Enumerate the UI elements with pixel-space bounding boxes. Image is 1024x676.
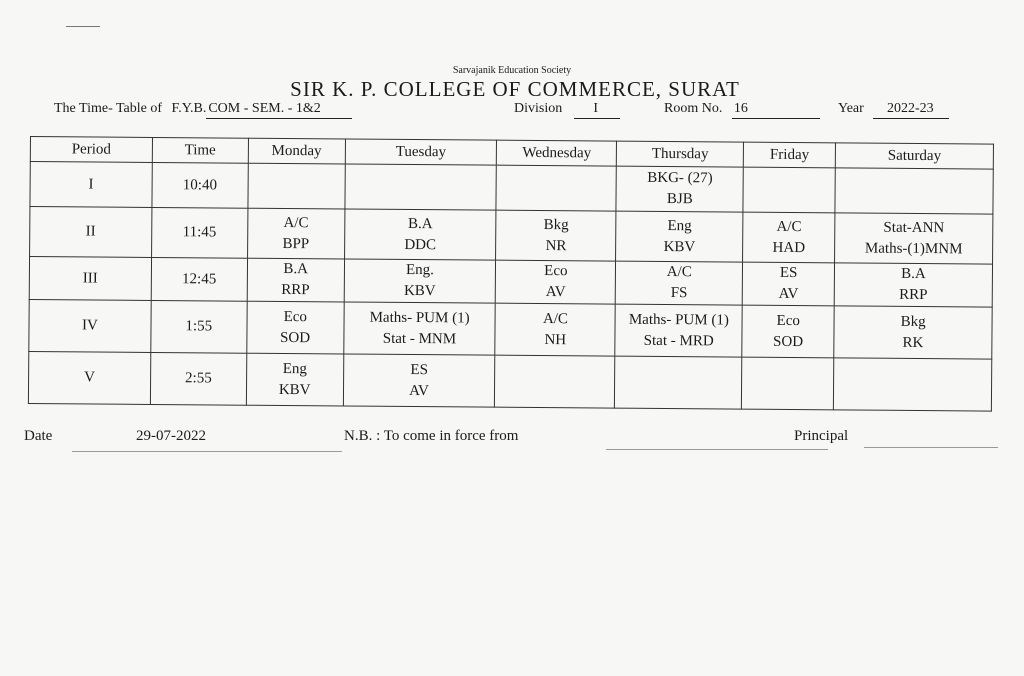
schedule-cell-tuesday [344, 209, 496, 260]
teacher-code [250, 186, 342, 187]
subject-text: B.A [408, 215, 433, 232]
schedule-cell-wednesday [496, 210, 616, 261]
subject-text: Eng [282, 360, 308, 377]
col-header-tuesday: Tuesday [345, 139, 497, 165]
subject-text: B.A [901, 265, 926, 283]
schedule-cell-friday [743, 167, 835, 213]
period-cell: II [30, 207, 152, 258]
schedule-cell-monday [247, 301, 344, 354]
schedule-cell-saturday [834, 306, 992, 359]
col-header-time: Time [152, 137, 248, 163]
schedule-cell-thursday [616, 211, 743, 262]
teacher-code: AV [409, 382, 429, 399]
period-cell: V [28, 351, 150, 404]
date-underline [72, 451, 342, 452]
teacher-code: BPP [282, 235, 310, 252]
table-row [30, 207, 993, 265]
schedule-cell-wednesday [496, 260, 616, 304]
division-value: I [574, 101, 620, 119]
col-header-period: Period [30, 137, 152, 163]
schedule-cell-tuesday [343, 354, 495, 407]
subject-text [499, 188, 614, 189]
time-cell: 1:55 [151, 300, 247, 353]
division-label: Division [514, 101, 563, 116]
subject-text [347, 186, 494, 187]
teacher-code: BJB [666, 191, 693, 208]
class-prefix: F.Y.B. [171, 101, 207, 116]
schedule-cell-thursday [615, 304, 742, 357]
schedule-cell-thursday [616, 261, 743, 305]
timetable-table [28, 136, 994, 412]
principal-underline [864, 447, 998, 448]
subject-text: A/C [283, 214, 309, 231]
principal-label: Principal [794, 428, 849, 444]
timetable-class-line [54, 101, 352, 119]
table-row [29, 257, 992, 308]
teacher-code: SOD [773, 333, 804, 350]
schedule-cell-monday [248, 163, 345, 209]
subject-text: Eng [667, 217, 692, 234]
subject-text: Maths- PUM (1) [369, 309, 470, 326]
subject-text: Stat-ANN [883, 219, 945, 236]
subject-text: BKG- (27) [647, 169, 713, 187]
schedule-cell-monday [246, 353, 343, 406]
table-row [29, 299, 992, 359]
subject-text [836, 384, 989, 385]
teacher-code: RRP [281, 281, 310, 299]
period-cell: III [29, 257, 151, 301]
room-label: Room No. [664, 101, 723, 116]
time-cell: 2:55 [150, 352, 246, 405]
subject-text [498, 381, 613, 382]
subject-text: Bkg [900, 313, 926, 330]
schedule-cell-friday [743, 212, 835, 263]
teacher-code: AV [778, 285, 799, 303]
subject-text: Bkg [543, 216, 569, 233]
schedule-cell-friday [742, 262, 834, 306]
subject-text [250, 186, 342, 187]
year-value: 2022-23 [873, 101, 949, 119]
subject-text [617, 382, 739, 383]
schedule-cell-wednesday [495, 303, 615, 356]
teacher-code [617, 382, 739, 383]
time-cell: 10:40 [152, 162, 248, 208]
schedule-cell-tuesday [345, 164, 497, 210]
schedule-cell-wednesday [496, 165, 616, 211]
teacher-code: NR [545, 237, 567, 254]
subject-text: ES [410, 361, 429, 378]
period-cell: IV [29, 299, 151, 352]
subject-text: Eco [544, 263, 568, 280]
schedule-cell-tuesday [344, 259, 496, 303]
teacher-code: AV [545, 284, 566, 301]
schedule-cell-thursday [615, 356, 742, 409]
schedule-cell-tuesday [343, 302, 495, 355]
society-name: Sarvajanik Education Society [452, 65, 572, 76]
class-value: COM - SEM. - 1&2 [206, 101, 352, 119]
subject-text [746, 190, 833, 191]
date-label: Date [24, 428, 53, 444]
teacher-code: KBV [403, 282, 436, 300]
subject-text: Eco [776, 312, 800, 329]
subject-text: A/C [542, 310, 569, 327]
division-field [514, 101, 620, 119]
teacher-code [498, 381, 613, 382]
subject-text: A/C [776, 218, 802, 235]
subject-text: Maths- PUM (1) [628, 311, 729, 328]
teacher-code [746, 190, 833, 191]
schedule-cell-saturday [834, 263, 992, 307]
table-row [30, 162, 993, 215]
period-cell: I [30, 162, 152, 208]
college-name: SIR K. P. COLLEGE OF COMMERCE, SURAT [290, 77, 740, 101]
subject-text: Eco [283, 308, 307, 325]
nb-underline [606, 449, 828, 450]
schedule-cell-wednesday [495, 355, 615, 408]
schedule-cell-monday [247, 208, 344, 259]
schedule-cell-saturday [835, 168, 993, 214]
teacher-code [347, 186, 494, 187]
nb-label: N.B. : To come in force from [344, 428, 519, 444]
teacher-code: RRP [899, 286, 928, 304]
teacher-code: Stat - MRD [643, 332, 714, 349]
col-header-monday: Monday [248, 138, 345, 164]
schedule-cell-saturday [834, 358, 992, 411]
teacher-code: DDC [404, 236, 437, 253]
teacher-code [499, 188, 614, 189]
subject-text: B.A [283, 260, 309, 278]
schedule-cell-saturday [835, 213, 993, 264]
col-header-wednesday: Wednesday [497, 140, 617, 166]
teacher-code: Stat - MNM [382, 330, 457, 347]
teacher-code: SOD [280, 329, 311, 346]
teacher-code: RK [902, 334, 924, 351]
year-label: Year [838, 101, 864, 116]
subject-text: ES [779, 264, 798, 282]
teacher-code [838, 190, 991, 191]
teacher-code: KBV [278, 381, 311, 398]
year-field [838, 101, 949, 119]
table-row [28, 351, 991, 411]
teacher-code: NH [544, 331, 567, 348]
schedule-cell-monday [247, 258, 344, 302]
col-header-thursday: Thursday [617, 141, 744, 167]
teacher-code: HAD [772, 239, 806, 256]
schedule-cell-friday [742, 305, 834, 358]
subject-text [838, 190, 991, 191]
subject-text [744, 383, 831, 384]
date-value: 29-07-2022 [136, 428, 206, 444]
col-header-friday: Friday [744, 142, 836, 168]
time-cell: 12:45 [151, 257, 247, 301]
subject-text: Eng. [405, 261, 435, 279]
col-header-saturday: Saturday [835, 143, 993, 169]
teacher-code [836, 384, 989, 385]
pen-mark [66, 26, 100, 27]
timetable-body [28, 162, 993, 412]
teacher-code: Maths-(1)MNM [864, 240, 963, 257]
room-value: 16 [732, 101, 820, 119]
schedule-cell-friday [742, 357, 834, 410]
room-field [664, 101, 820, 119]
time-cell: 11:45 [151, 207, 247, 258]
teacher-code [744, 383, 831, 384]
subject-text: A/C [666, 264, 692, 281]
schedule-cell-thursday [616, 166, 743, 212]
teacher-code: FS [670, 285, 688, 302]
teacher-code: KBV [663, 238, 696, 255]
timetable-label: The Time- Table of [54, 101, 163, 116]
